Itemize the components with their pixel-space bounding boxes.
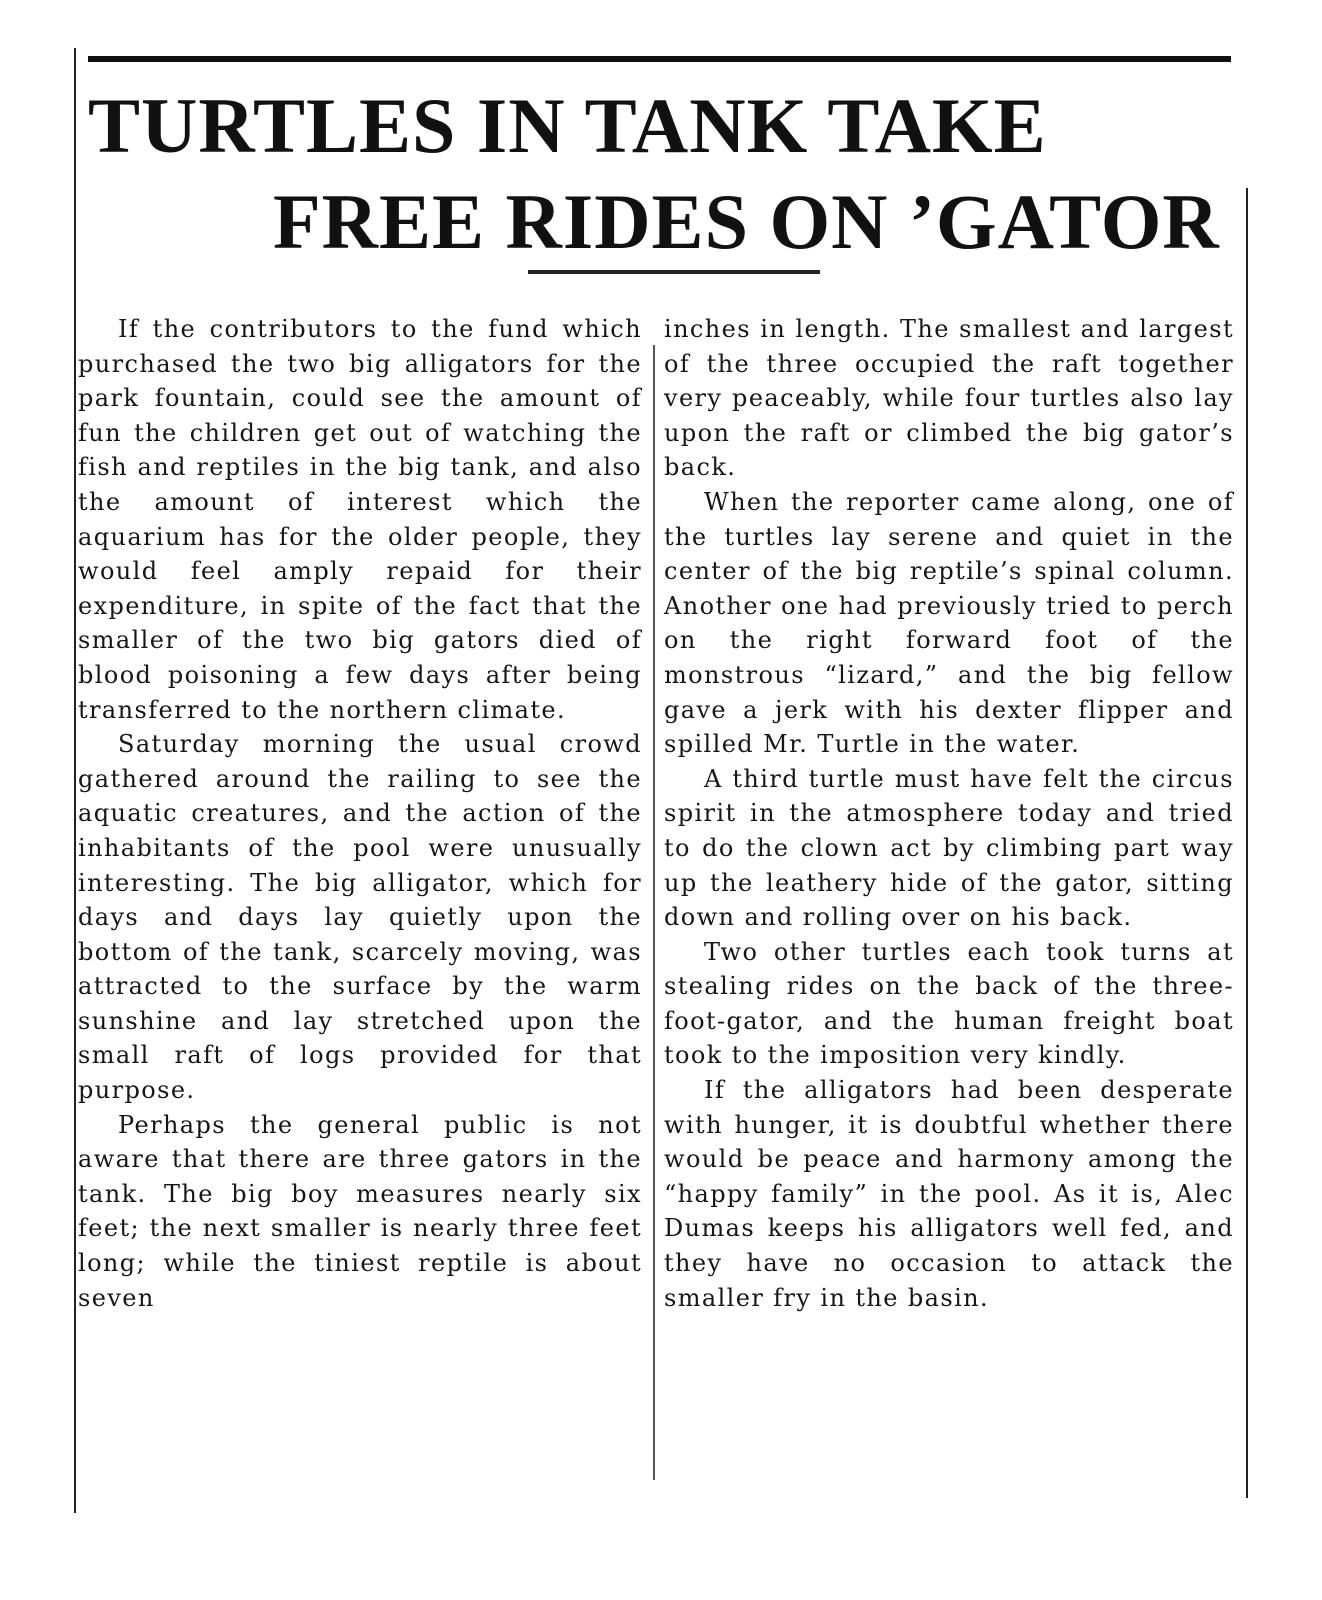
right-border bbox=[1246, 188, 1248, 1498]
paragraph: If the contributors to the fund which purchased the two big alligators for the park fountain, could see the amount of fun the children get out of watching the fish and reptiles in the big tank, and also the amount of interest which the aquarium has for the older people, they would feel amply repaid for their expenditure, in spite of the fact that the smaller of the two big gators died of blood poisoning a few days after being transferred to the northern climate. bbox=[78, 315, 642, 724]
paragraph: Saturday morning the usual crowd gathered around the railing to see the aquatic creatures, and the action of the inhabitants of the pool were unusually interesting. The big alligator, which for days and days lay quietly upon the bottom of the tank, scarcely moving, was attracted to the surface by the warm sunshine and lay stretched upon the small raft of logs provided for that purpose. bbox=[78, 730, 642, 1105]
column-rule bbox=[653, 345, 655, 1480]
top-rule bbox=[88, 56, 1231, 62]
article-column-left bbox=[78, 312, 642, 1315]
left-border bbox=[74, 48, 76, 1513]
paragraph-continued: inches in length. The smallest and largest of the three occupied the raft together very peaceably, while four turtles also lay upon the raft or climbed the big gator’s back. bbox=[664, 315, 1234, 482]
headline-dash bbox=[528, 270, 820, 274]
headline bbox=[88, 78, 1238, 270]
article-column-right bbox=[664, 312, 1234, 1315]
headline-line-1: TURTLES IN TANK TAKE bbox=[88, 82, 1047, 169]
paragraph: When the reporter came along, one of the turtles lay serene and quiet in the center of the big reptile’s spinal column. Another one had previously tried to perch on the right forward foot of the monstrous “lizard,” and the big fellow gave a jerk with his dexter flipper and spilled Mr. Turtle in the water. bbox=[664, 487, 1234, 759]
paragraph: Perhaps the general public is not aware that there are three gators in the tank. The big boy measures nearly six feet; the next smaller is nearly three feet long; while the tiniest reptile is about seven bbox=[78, 1110, 642, 1312]
paragraph: If the alligators had been desperate with hunger, it is doubtful whether there would be peace and harmony among the “happy family” in the pool. As it is, Alec Dumas keeps his alligators well fed, and they have no occasion to attack the smaller fry in the basin. bbox=[664, 1076, 1234, 1312]
headline-line-2: FREE RIDES ON ’GATOR bbox=[273, 178, 1220, 265]
paragraph: Two other turtles each took turns at stealing rides on the back of the three-foot-gator, and the human freight boat took to the imposition very kindly. bbox=[664, 937, 1234, 1070]
paragraph: A third turtle must have felt the circus spirit in the atmosphere today and tried to do the clown act by climbing part way up the leathery hide of the gator, sitting down and rolling over on his back. bbox=[664, 764, 1234, 932]
